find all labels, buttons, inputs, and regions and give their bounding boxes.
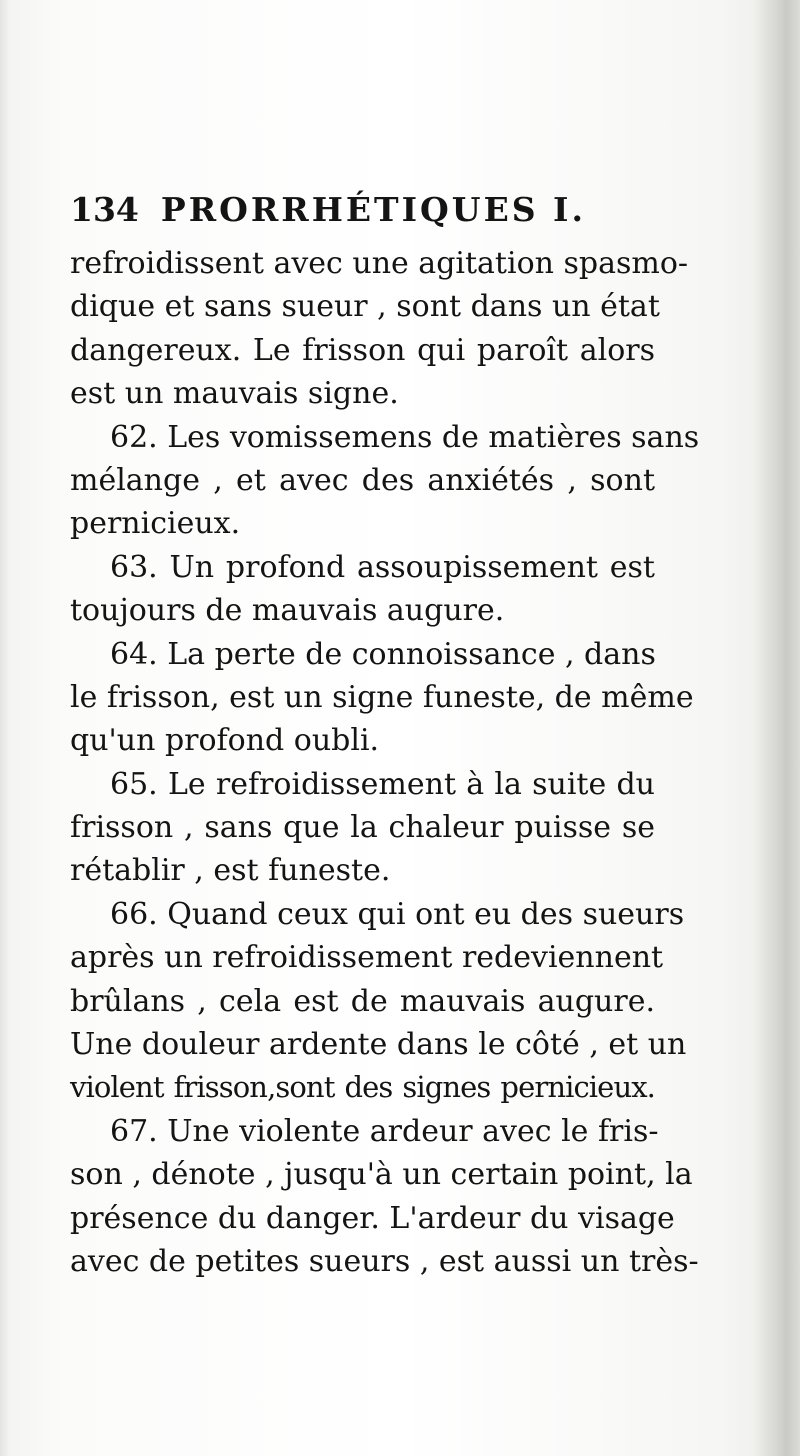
text-line: qu'un profond oubli. bbox=[70, 723, 380, 759]
running-title: PRORRHÉTIQUES I. bbox=[160, 190, 586, 229]
page-number: 134 bbox=[70, 190, 139, 229]
page-right-edge-shadow bbox=[754, 0, 800, 1456]
text-line: après un refroidissement redeviennent bbox=[70, 940, 664, 976]
text-line: 63. Un profond assoupissement est bbox=[110, 549, 655, 585]
text-line: brûlans , cela est de mauvais augure. bbox=[70, 983, 655, 1019]
text-line: dique et sans sueur , sont dans un état bbox=[70, 289, 660, 325]
text-line: rétablir , est funeste. bbox=[70, 853, 391, 889]
text-line: frisson , sans que la chaleur puisse se bbox=[70, 810, 655, 846]
text-line: son , dénote , jusqu'à un certain point, la bbox=[70, 1157, 693, 1193]
text-line: violent frisson,sont des signes pernicieux. bbox=[70, 1070, 655, 1105]
text-line: 66. Quand ceux qui ont eu des sueurs bbox=[110, 896, 685, 932]
page-text-block bbox=[70, 190, 700, 1283]
text-line: 62. Les vomissemens de matières sans bbox=[110, 419, 700, 455]
text-line: refroidissent avec une agitation spasmo- bbox=[70, 246, 689, 281]
text-line: 65. Le refroidissement à la suite du bbox=[110, 766, 655, 802]
text-line: Une douleur ardente dans le côté , et un bbox=[70, 1027, 687, 1063]
body-text bbox=[70, 242, 700, 1283]
text-line: pernicieux. bbox=[70, 506, 241, 542]
text-line: le frisson, est un signe funeste, de même bbox=[70, 679, 694, 715]
text-line: 67. Une violente ardeur avec le fris- bbox=[110, 1113, 659, 1149]
text-line: mélange , et avec des anxiétés , sont bbox=[70, 462, 655, 498]
running-header bbox=[70, 190, 655, 242]
page-left-edge bbox=[0, 0, 10, 1456]
text-line: présence du danger. L'ardeur du visage bbox=[70, 1200, 675, 1236]
text-line: toujours de mauvais augure. bbox=[70, 593, 505, 629]
text-line: dangereux. Le frisson qui paroît alors bbox=[70, 332, 655, 368]
text-line: est un mauvais signe. bbox=[70, 376, 399, 412]
text-line: 64. La perte de connoissance , dans bbox=[110, 636, 656, 672]
text-line: avec de petites sueurs , est aussi un très- bbox=[70, 1243, 699, 1279]
